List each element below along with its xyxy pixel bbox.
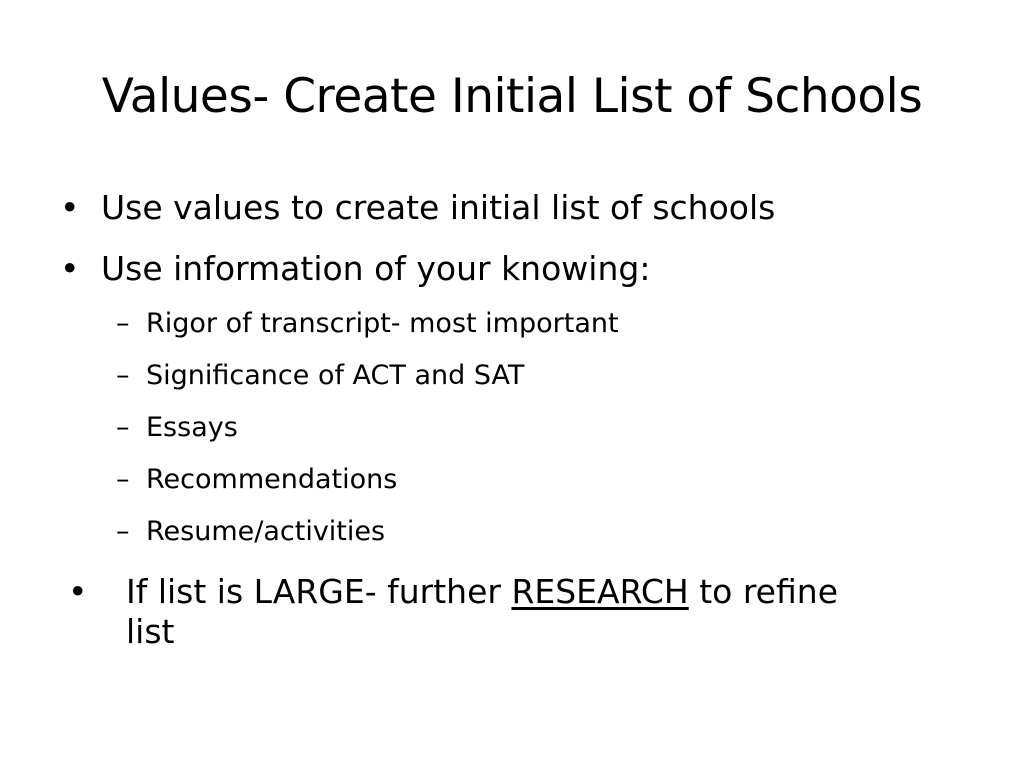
final-bullet-text-after: to refine [688,572,838,611]
sub-bullet-text: Resume/activities [146,516,386,547]
dash-icon: – [116,308,130,339]
sub-bullet-item [116,463,398,497]
sub-bullet-text: Essays [146,412,238,443]
research-emphasis: RESEARCH [511,572,689,611]
bullet-dot-icon: • [60,249,80,288]
dash-icon: – [116,516,130,547]
sub-bullet-item [116,411,238,445]
slide-title: Values- Create Initial List of Schools [101,69,923,124]
bullet-dot-icon: • [60,188,80,227]
dash-icon: – [116,464,130,495]
bullet-item [60,188,776,228]
final-bullet-continuation: list [126,612,175,651]
sub-bullet-text: Significance of ACT and SAT [146,360,525,391]
sub-bullet-item [116,307,619,341]
final-bullet-text-before: If list is LARGE- further [126,572,512,611]
bullet-text: Use values to create initial list of schools [101,188,776,227]
sub-bullet-text: Recommendations [146,464,398,495]
sub-bullet-item [116,515,386,549]
dash-icon: – [116,412,130,443]
sub-bullet-text: Rigor of transcript- most important [146,308,619,339]
sub-bullet-item [116,359,525,393]
final-bullet-item [68,572,956,652]
dash-icon: – [116,360,130,391]
bullet-item [60,249,651,289]
bullet-dot-icon: • [68,572,88,611]
bullet-text: Use information of your knowing: [101,249,651,288]
